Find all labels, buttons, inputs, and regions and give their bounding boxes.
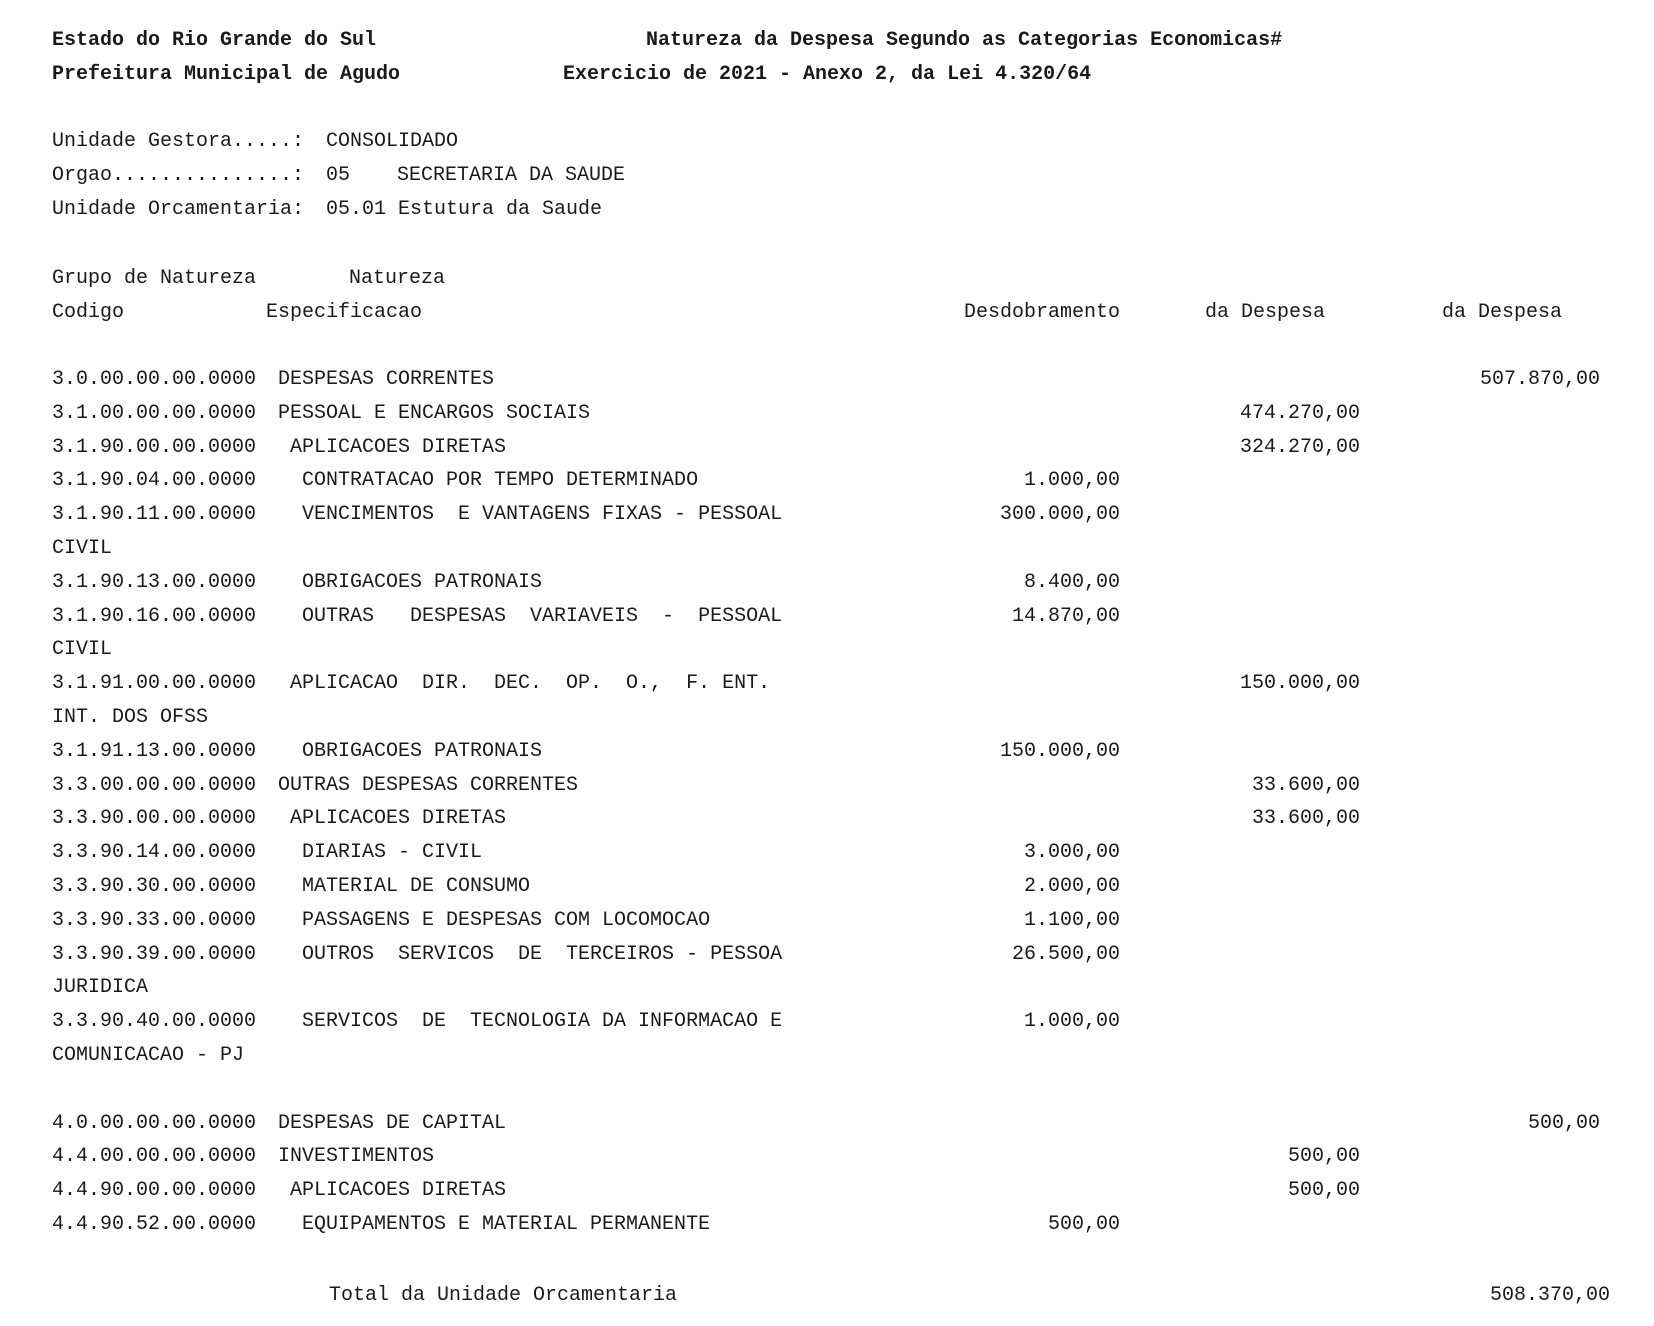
row-code: 3.1.91.00.00.0000 [52, 672, 257, 696]
table-row [0, 1140, 1654, 1174]
row-code: 3.1.90.16.00.0000 [52, 604, 257, 628]
table-row [0, 735, 1654, 769]
state-name: Estado do Rio Grande do Sul [52, 29, 377, 52]
row-description-continuation: CIVIL [52, 638, 113, 662]
row-description-continuation: JURIDICA [52, 976, 149, 1000]
total-value: 508.370,00 [1489, 1284, 1610, 1307]
table-row [0, 1208, 1654, 1242]
row-code: 3.1.00.00.00.0000 [52, 401, 257, 425]
column-header-da-despesa-2: da Despesa [1442, 301, 1563, 324]
row-description: DIARIAS - CIVIL [302, 841, 483, 865]
row-code: 4.4.00.00.00.0000 [52, 1145, 257, 1169]
row-description: APLICACOES DIRETAS [290, 435, 507, 459]
header-line-2 [0, 58, 1654, 92]
row-desdobramento-value: 1.000,00 [1023, 469, 1120, 493]
table-row [0, 870, 1654, 904]
table-row-continuation [0, 1039, 1654, 1073]
row-desdobramento-value: 300.000,00 [999, 503, 1120, 527]
table-row-continuation [0, 633, 1654, 667]
row-code: 3.0.00.00.00.0000 [52, 368, 257, 391]
column-header-desdobramento: Desdobramento [963, 301, 1120, 324]
table-row [0, 363, 1654, 397]
row-natureza-value: 33.600,00 [1251, 807, 1360, 831]
row-natureza-value: 500,00 [1287, 1145, 1360, 1169]
row-desdobramento-value: 3.000,00 [1023, 841, 1120, 865]
total-label: Total da Unidade Orcamentaria [329, 1284, 678, 1307]
table-row [0, 938, 1654, 972]
row-description-continuation: INT. DOS OFSS [52, 706, 209, 729]
row-code: 3.3.90.14.00.0000 [52, 841, 257, 865]
row-description: PASSAGENS E DESPESAS COM LOCOMOCAO [302, 908, 711, 932]
table-row [0, 397, 1654, 431]
row-desdobramento-value: 26.500,00 [1011, 942, 1120, 966]
table-row-continuation [0, 532, 1654, 566]
unidade-gestora-value: CONSOLIDADO [326, 130, 459, 153]
row-description: SERVICOS DE TECNOLOGIA DA INFORMACAO E [302, 1010, 783, 1034]
city-hall-name: Prefeitura Municipal de Agudo [52, 63, 401, 86]
table-row [0, 836, 1654, 870]
row-code: 3.1.90.00.00.0000 [52, 435, 257, 459]
table-row [0, 600, 1654, 634]
row-code: 3.1.90.11.00.0000 [52, 503, 257, 527]
table-row [0, 802, 1654, 836]
table-row [0, 769, 1654, 803]
row-description-continuation: COMUNICACAO - PJ [52, 1044, 245, 1067]
column-header-grupo: Grupo de Natureza [52, 267, 257, 290]
table-row [0, 431, 1654, 465]
row-natureza-value: 150.000,00 [1239, 672, 1360, 696]
row-desdobramento-value: 8.400,00 [1023, 570, 1120, 594]
row-description: INVESTIMENTOS [278, 1145, 435, 1169]
row-code: 3.1.90.13.00.0000 [52, 570, 257, 594]
table-row [0, 1107, 1654, 1141]
report-title: Natureza da Despesa Segundo as Categorias Economicas# [646, 29, 1283, 52]
row-description: MATERIAL DE CONSUMO [302, 875, 531, 898]
report-subtitle: Exercicio de 2021 - Anexo 2, da Lei 4.320/64 [563, 63, 1092, 86]
row-code: 4.0.00.00.00.0000 [52, 1111, 257, 1135]
orgao-code: 05 [326, 164, 351, 187]
row-description: APLICACOES DIRETAS [290, 1179, 507, 1203]
row-description: APLICACAO DIR. DEC. OP. O., F. ENT. [290, 672, 771, 696]
row-desdobramento-value: 1.100,00 [1023, 908, 1120, 932]
row-description: OUTRAS DESPESAS CORRENTES [278, 773, 579, 797]
row-natureza-value: 500,00 [1287, 1179, 1360, 1203]
orgao-line [0, 159, 1654, 193]
row-description: VENCIMENTOS E VANTAGENS FIXAS - PESSOAL [302, 503, 783, 527]
row-natureza-value: 474.270,00 [1239, 401, 1360, 425]
table-row-continuation [0, 971, 1654, 1005]
row-description: APLICACOES DIRETAS [290, 807, 507, 831]
table-row [0, 498, 1654, 532]
table-row [0, 464, 1654, 498]
row-description-continuation: CIVIL [52, 537, 113, 560]
unidade-orcamentaria-label: Unidade Orcamentaria: [52, 198, 305, 221]
column-header-codigo: Codigo [52, 301, 125, 324]
table-row-continuation [0, 701, 1654, 735]
row-code: 4.4.90.52.00.0000 [52, 1213, 257, 1236]
row-code: 3.3.90.00.00.0000 [52, 807, 257, 831]
row-description: CONTRATACAO POR TEMPO DETERMINADO [302, 469, 699, 493]
unidade-orcamentaria-line [0, 193, 1654, 227]
row-desdobramento-value: 500,00 [1047, 1213, 1120, 1236]
unidade-gestora-label: Unidade Gestora.....: [52, 130, 305, 153]
row-code: 3.3.90.30.00.0000 [52, 875, 257, 898]
column-header-especificacao: Especificacao [266, 301, 423, 324]
row-description: OUTRAS DESPESAS VARIAVEIS - PESSOAL [302, 604, 783, 628]
row-description: DESPESAS CORRENTES [278, 368, 495, 391]
row-code: 3.3.90.39.00.0000 [52, 942, 257, 966]
table-row [0, 566, 1654, 600]
table-row [0, 1174, 1654, 1208]
row-desdobramento-value: 2.000,00 [1023, 875, 1120, 898]
row-description: OUTROS SERVICOS DE TERCEIROS - PESSOA [302, 942, 783, 966]
unidade-gestora-line [0, 125, 1654, 159]
table-row [0, 904, 1654, 938]
table-row [0, 667, 1654, 701]
row-code: 3.3.90.40.00.0000 [52, 1010, 257, 1034]
row-natureza-value: 324.270,00 [1239, 435, 1360, 459]
column-header-da-despesa-1: da Despesa [1205, 301, 1326, 324]
row-description: EQUIPAMENTOS E MATERIAL PERMANENTE [302, 1213, 711, 1236]
row-description: DESPESAS DE CAPITAL [278, 1111, 507, 1135]
unidade-orcamentaria-value: 05.01 Estutura da Saude [326, 198, 603, 221]
row-natureza-value: 33.600,00 [1251, 773, 1360, 797]
column-header-natureza: Natureza [349, 267, 446, 290]
row-desdobramento-value: 1.000,00 [1023, 1010, 1120, 1034]
row-desdobramento-value: 14.870,00 [1011, 604, 1120, 628]
row-desdobramento-value: 150.000,00 [999, 739, 1120, 763]
row-description: OBRIGACOES PATRONAIS [302, 570, 543, 594]
header-line-1 [0, 24, 1654, 58]
row-code: 4.4.90.00.00.0000 [52, 1179, 257, 1203]
row-description: OBRIGACOES PATRONAIS [302, 739, 543, 763]
table-row [0, 1005, 1654, 1039]
row-code: 3.1.91.13.00.0000 [52, 739, 257, 763]
row-description: PESSOAL E ENCARGOS SOCIAIS [278, 401, 591, 425]
row-categoria-value: 507.870,00 [1479, 368, 1600, 391]
row-categoria-value: 500,00 [1527, 1111, 1600, 1135]
column-header-line-1 [0, 262, 1654, 296]
total-line [0, 1279, 1654, 1313]
orgao-name: SECRETARIA DA SAUDE [397, 164, 626, 187]
row-code: 3.3.00.00.00.0000 [52, 773, 257, 797]
orgao-label: Orgao...............: [52, 164, 305, 187]
row-code: 3.1.90.04.00.0000 [52, 469, 257, 493]
row-code: 3.3.90.33.00.0000 [52, 908, 257, 932]
column-header-line-2 [0, 296, 1654, 330]
